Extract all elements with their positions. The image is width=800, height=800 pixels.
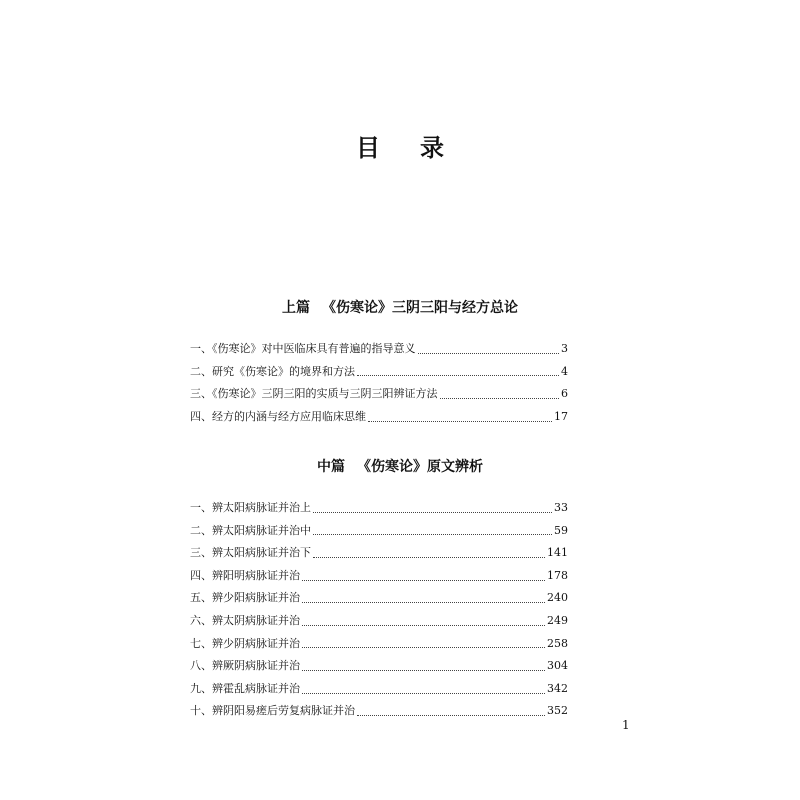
toc-leader-dots [302,647,545,648]
toc-leader-dots [313,534,552,535]
toc-leader-dots [313,557,545,558]
toc-entry-page: 6 [561,387,568,401]
page-title [0,128,800,163]
toc-entry-label: 七、辨少阴病脉证并治 [190,636,300,650]
toc-entry-label: 八、辨厥阴病脉证并治 [190,659,300,673]
toc-leader-dots [357,715,545,716]
toc-leader-dots [418,353,560,354]
toc-entry-label: 二、研究《伤寒论》的境界和方法 [190,364,355,378]
toc-entry-label: 六、辨太阴病脉证并治 [190,613,300,627]
part1-title: 《伤寒论》三阴三阳与经方总论 [322,300,518,316]
toc-entry-page: 3 [561,342,568,355]
toc-entry[interactable] [190,567,568,590]
toc-entry-page: 141 [547,546,568,560]
toc-entry-page: 240 [547,591,568,605]
toc-entry[interactable] [190,680,568,703]
toc-entry-page: 249 [547,613,568,627]
toc-entry[interactable] [190,408,568,431]
toc-entry-label: 三、《伤寒论》三阴三阳的实质与三阴三阳辨证方法 [190,387,438,401]
toc-entry[interactable] [190,702,568,725]
toc-entry-page: 17 [554,409,568,423]
part1-prefix: 上篇 [282,300,310,316]
toc-entry-label: 二、辨太阳病脉证并治中 [190,523,311,537]
toc-entry[interactable] [190,522,568,545]
toc-entry[interactable] [190,363,568,386]
toc-entry[interactable] [190,657,568,680]
toc-leader-dots [313,512,552,513]
toc-entry-label: 四、辨阳明病脉证并治 [190,568,300,582]
toc-entry-page: 33 [554,501,568,514]
toc-entry-label: 四、经方的内涵与经方应用临床思维 [190,409,366,423]
toc-entry[interactable] [190,612,568,635]
toc-entry-page: 178 [547,568,568,582]
toc-entry-label: 十、辨阴阳易瘥后劳复病脉证并治 [190,704,355,718]
title-char-2: 录 [420,133,444,162]
toc-leader-dots [302,602,545,603]
part2-toc [190,499,568,725]
toc-entry[interactable] [190,340,568,363]
toc-entry[interactable] [190,635,568,658]
page-number: 1 [622,718,630,732]
toc-entry-label: 一、辨太阳病脉证并治上 [190,501,311,514]
toc-leader-dots [302,580,545,581]
toc-entry[interactable] [190,544,568,567]
toc-entry-page: 59 [554,523,568,537]
toc-leader-dots [368,421,552,422]
toc-leader-dots [302,625,545,626]
toc-entry-page: 352 [547,704,568,718]
toc-leader-dots [302,670,545,671]
part2-heading [0,456,800,476]
toc-entry-label: 一、《伤寒论》对中医临床具有普遍的指导意义 [190,342,416,355]
toc-entry-label: 三、辨太阳病脉证并治下 [190,546,311,560]
part1-toc [190,340,568,430]
toc-entry[interactable] [190,499,568,522]
toc-entry-page: 342 [547,681,568,695]
part1-heading [0,297,800,317]
toc-leader-dots [302,693,545,694]
toc-entry[interactable] [190,385,568,408]
title-char-1: 目 [356,133,380,162]
part2-prefix: 中篇 [317,459,345,475]
part2-title: 《伤寒论》原文辨析 [357,459,483,475]
toc-entry-label: 九、辨霍乱病脉证并治 [190,681,300,695]
toc-entry-page: 258 [547,636,568,650]
toc-entry-page: 4 [561,364,568,378]
toc-entry[interactable] [190,589,568,612]
toc-entry-page: 304 [547,659,568,673]
toc-leader-dots [357,375,559,376]
toc-leader-dots [440,398,560,399]
toc-entry-label: 五、辨少阳病脉证并治 [190,591,300,605]
